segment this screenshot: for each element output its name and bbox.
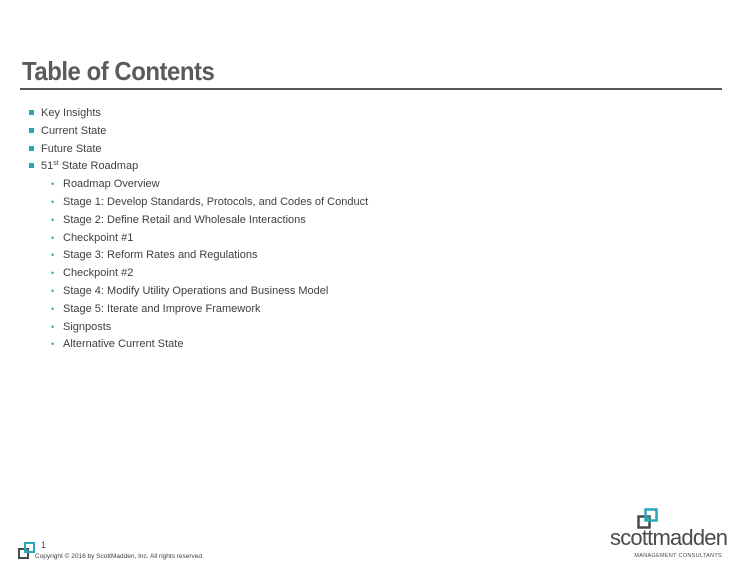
toc-item-label: Future State <box>41 142 102 155</box>
dot-bullet-icon: • <box>51 321 55 332</box>
square-bullet-icon <box>29 146 34 151</box>
toc-item-label: Key Insights <box>41 107 101 119</box>
toc-subitem-label: Checkpoint #2 <box>63 267 134 280</box>
toc-subitem-stage-5[interactable] <box>0 301 368 319</box>
toc-subitem-label: Checkpoint #1 <box>63 231 134 244</box>
square-bullet-icon <box>29 163 34 168</box>
toc-item-label-prefix: 51 <box>41 160 54 173</box>
table-of-contents <box>0 105 368 354</box>
toc-subitem-label: Stage 4: Modify Utility Operations and Business Model <box>63 284 329 297</box>
page-title: Table of Contents <box>22 56 215 86</box>
toc-subitem-label: Stage 2: Define Retail and Wholesale Interactions <box>63 213 306 226</box>
dot-bullet-icon: • <box>51 232 55 243</box>
toc-subitem-stage-4[interactable] <box>0 283 368 301</box>
toc-subitem-signposts[interactable] <box>0 319 368 337</box>
toc-subitem-label: Roadmap Overview <box>63 178 160 191</box>
toc-item-future-state[interactable] <box>0 141 368 159</box>
dot-bullet-icon: • <box>51 303 55 314</box>
toc-item-key-insights[interactable] <box>0 105 368 123</box>
square-bullet-icon <box>29 128 34 133</box>
toc-subitem-label: Stage 1: Develop Standards, Protocols, and Codes of Conduct <box>63 195 369 208</box>
brand-tagline: MANAGEMENT CONSULTANTS <box>634 553 722 559</box>
toc-subitem-label: Stage 5: Iterate and Improve Framework <box>63 302 261 315</box>
toc-subitem-label: Stage 3: Reform Rates and Regulations <box>63 249 258 262</box>
toc-subitem-stage-1[interactable] <box>0 194 368 212</box>
toc-subitem-roadmap-overview[interactable] <box>0 176 368 194</box>
toc-item-label-superscript: st <box>53 160 59 168</box>
toc-subitem-alternative-current-state[interactable] <box>0 336 368 354</box>
toc-subitem-checkpoint-1[interactable] <box>0 230 368 248</box>
dot-bullet-icon: • <box>51 339 55 350</box>
toc-subitem-label: Alternative Current State <box>63 338 184 351</box>
square-bullet-icon <box>29 110 34 115</box>
dot-bullet-icon: • <box>51 250 55 261</box>
toc-subitem-label: Signposts <box>63 320 112 333</box>
toc-subitem-stage-2[interactable] <box>0 212 368 230</box>
dot-bullet-icon: • <box>51 196 55 207</box>
toc-item-label-suffix: State Roadmap <box>58 160 139 173</box>
toc-item-label: Current State <box>41 124 107 137</box>
toc-item-current-state[interactable] <box>0 123 368 141</box>
title-divider <box>20 88 722 90</box>
small-logo-icon <box>18 542 36 560</box>
toc-item-51st-state-roadmap[interactable] <box>0 158 368 176</box>
page-number: 1 <box>41 540 47 550</box>
dot-bullet-icon: • <box>51 214 55 225</box>
brand-logo <box>610 508 728 564</box>
toc-subitem-checkpoint-2[interactable] <box>0 265 368 283</box>
copyright-notice: Copyright © 2016 by ScottMadden, Inc. All rights reserved. <box>35 553 204 560</box>
dot-bullet-icon: • <box>51 179 55 190</box>
toc-subitem-stage-3[interactable] <box>0 247 368 265</box>
brand-name: scottmadden <box>610 525 728 550</box>
dot-bullet-icon: • <box>51 268 55 279</box>
dot-bullet-icon: • <box>51 285 55 296</box>
